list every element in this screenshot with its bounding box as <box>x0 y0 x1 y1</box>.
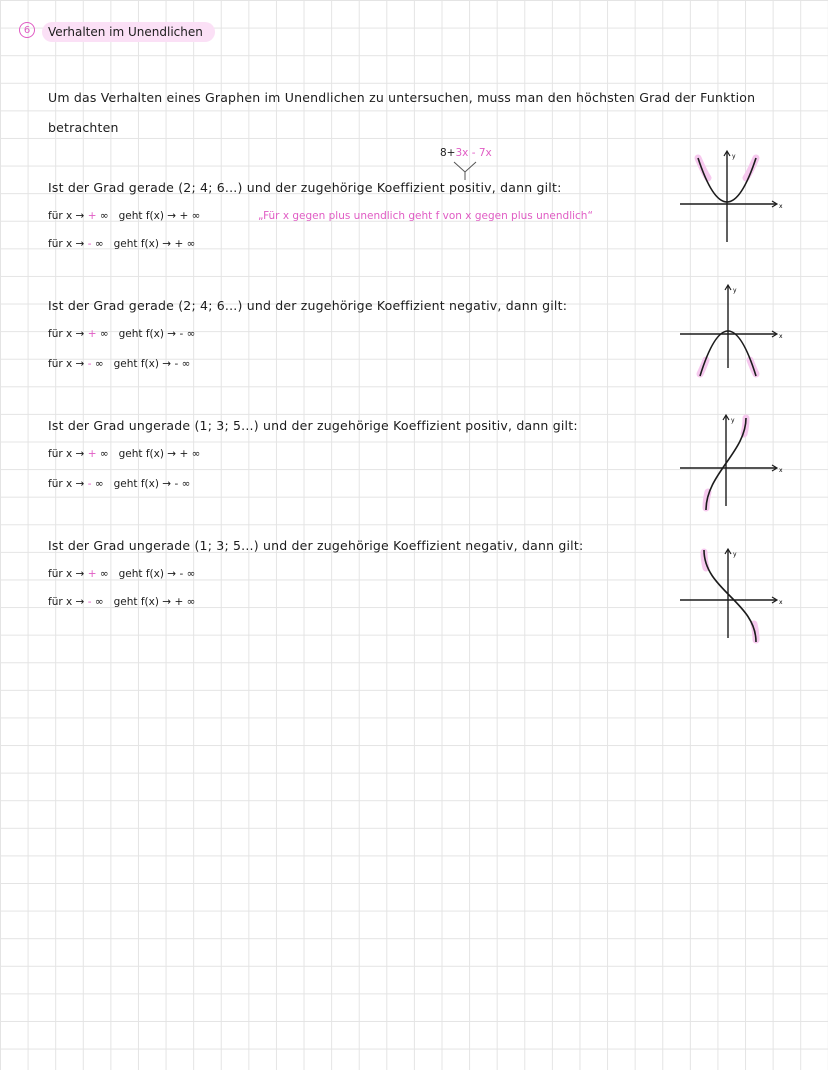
section-2-row-1: für x → + ∞ geht f(x) → - ∞ <box>48 328 196 340</box>
svg-text:y: y <box>733 287 737 294</box>
section-4-heading: Ist der Grad ungerade (1; 3; 5...) und der zugehörige Koeffizient negativ, dann gilt: <box>48 538 584 553</box>
svg-text:y: y <box>732 153 736 160</box>
graph-odd-negative <box>676 546 786 646</box>
section-3-row-2: für x → - ∞ geht f(x) → - ∞ <box>48 478 191 490</box>
annotation-arrow-icon <box>450 160 480 182</box>
section-4-row-2: für x → - ∞ geht f(x) → + ∞ <box>48 596 196 608</box>
annotation-term-plain: 8+ <box>440 147 456 159</box>
intro-line-1: Um das Verhalten eines Graphen im Unendlichen zu untersuchen, muss man den höchsten Grad der Funktion <box>48 90 756 105</box>
svg-text:x: x <box>779 333 783 340</box>
intro-line-2: betrachten <box>48 120 119 135</box>
svg-text:x: x <box>779 467 783 474</box>
section-1-row-1: für x → + ∞ geht f(x) → + ∞ <box>48 210 201 222</box>
svg-text:y: y <box>733 551 737 558</box>
section-2-heading: Ist der Grad gerade (2; 4; 6...) und der zugehörige Koeffizient negativ, dann gilt: <box>48 298 568 313</box>
section-4-row-1: für x → + ∞ geht f(x) → - ∞ <box>48 568 196 580</box>
section-title: Verhalten im Unendlichen <box>42 22 215 42</box>
section-3-heading: Ist der Grad ungerade (1; 3; 5...) und der zugehörige Koeffizient positiv, dann gilt: <box>48 418 578 433</box>
section-1-row-2: für x → - ∞ geht f(x) → + ∞ <box>48 238 196 250</box>
svg-text:x: x <box>779 599 783 606</box>
graph-odd-positive <box>676 412 786 516</box>
annotation-term <box>440 147 492 159</box>
annotation-note: „Für x gegen plus unendlich geht f von x gegen plus unendlich“ <box>258 210 593 222</box>
section-3-row-1: für x → + ∞ geht f(x) → + ∞ <box>48 448 201 460</box>
section-number-badge: 6 <box>19 22 35 38</box>
svg-text:y: y <box>731 417 735 424</box>
graph-even-positive <box>676 148 786 244</box>
section-1-heading: Ist der Grad gerade (2; 4; 6...) und der zugehörige Koeffizient positiv, dann gilt: <box>48 180 562 195</box>
section-2-row-2: für x → - ∞ geht f(x) → - ∞ <box>48 358 191 370</box>
svg-text:x: x <box>779 203 783 210</box>
graph-even-negative <box>676 282 786 386</box>
annotation-term-highlight: 3x - 7x <box>455 147 492 159</box>
